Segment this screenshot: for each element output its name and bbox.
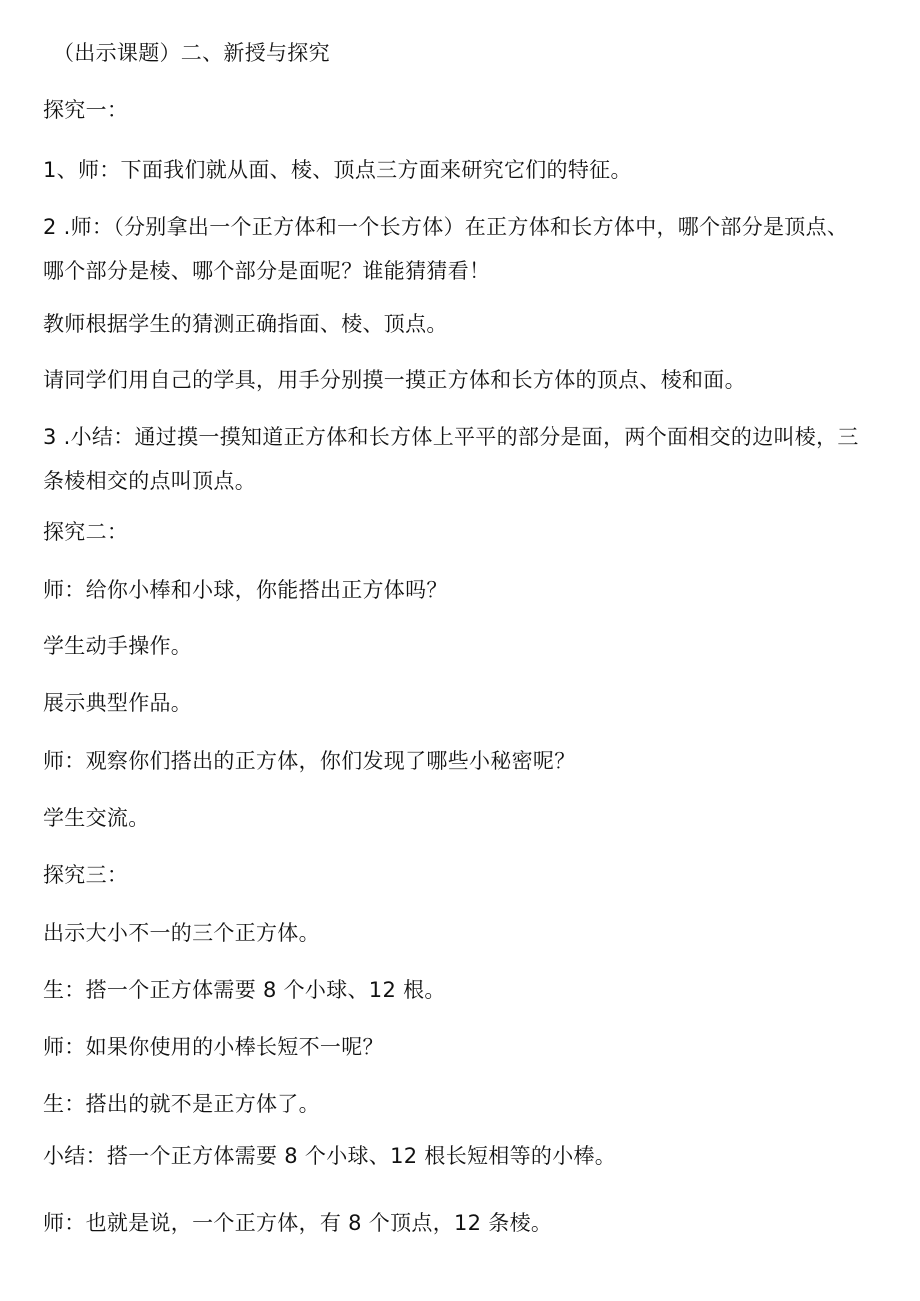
- paragraph: 出示大小不一的三个正方体。: [43, 921, 320, 945]
- exploration-2-heading: 探究二：: [43, 520, 129, 544]
- summary-paragraph: 3 .小结：通过摸一摸知道正方体和长方体上平平的部分是面，两个面相交的边叫棱，三条棱相交的点叫顶点。: [43, 425, 859, 493]
- paragraph: 学生动手操作。: [43, 634, 193, 658]
- paragraph: 展示典型作品。: [43, 691, 193, 715]
- paragraph: 师：观察你们搭出的正方体，你们发现了哪些小秘密呢？: [43, 749, 576, 773]
- paragraph: 生：搭一个正方体需要 8 个小球、12 根。: [43, 978, 446, 1002]
- paragraph: 师：也就是说，一个正方体，有 8 个顶点，12 条棱。: [43, 1211, 553, 1235]
- paragraph: 师：给你小棒和小球，你能搭出正方体吗？: [43, 578, 448, 602]
- exploration-3-heading: 探究三：: [43, 863, 129, 887]
- paragraph: 教师根据学生的猜测正确指面、棱、顶点。: [43, 312, 448, 336]
- section-heading: （出示课题）二、新授与探究: [53, 41, 330, 65]
- paragraph: 师：如果你使用的小棒长短不一呢？: [43, 1035, 384, 1059]
- summary-paragraph: 小结：搭一个正方体需要 8 个小球、12 根长短相等的小棒。: [43, 1144, 617, 1168]
- paragraph: 1、师：下面我们就从面、棱、顶点三方面来研究它们的特征。: [43, 158, 632, 182]
- paragraph: 请同学们用自己的学具，用手分别摸一摸正方体和长方体的顶点、棱和面。: [43, 368, 746, 392]
- paragraph: 生：搭出的就不是正方体了。: [43, 1092, 320, 1116]
- paragraph: 2 .师：（分别拿出一个正方体和一个长方体）在正方体和长方体中，哪个部分是顶点、哪个部分是棱、哪个部分是面呢？谁能猜猜看！: [43, 215, 849, 283]
- exploration-1-heading: 探究一：: [43, 98, 129, 122]
- paragraph: 学生交流。: [43, 806, 150, 830]
